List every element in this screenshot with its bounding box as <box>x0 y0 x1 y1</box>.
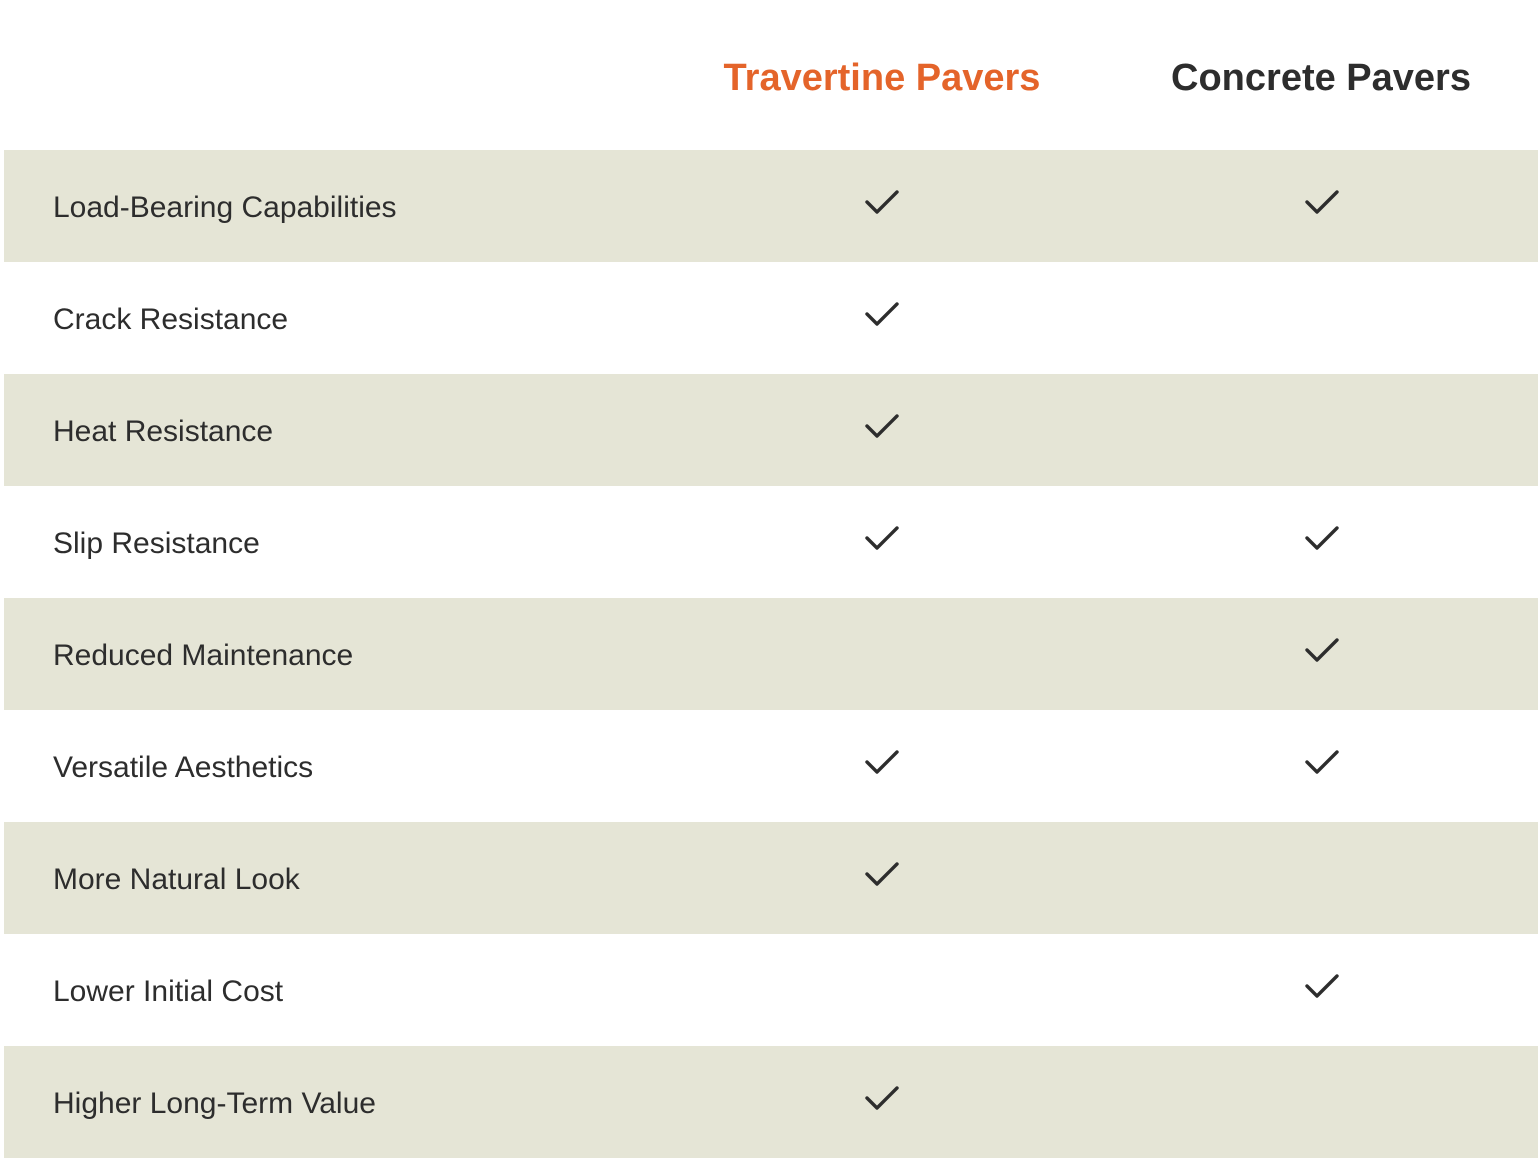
table-row <box>4 262 1538 374</box>
check-icon <box>1304 636 1340 664</box>
check-icon <box>864 860 900 888</box>
concrete-cell <box>1282 1046 1362 1158</box>
table-row <box>4 710 1538 822</box>
table-row <box>4 374 1538 486</box>
table-row <box>4 822 1538 934</box>
check-icon <box>1304 748 1340 776</box>
travertine-cell <box>842 710 922 822</box>
check-icon <box>864 412 900 440</box>
check-icon <box>1304 524 1340 552</box>
check-icon <box>864 1084 900 1112</box>
travertine-cell <box>842 934 922 1046</box>
table-header <box>0 0 1538 150</box>
concrete-cell <box>1282 374 1362 486</box>
travertine-cell <box>842 598 922 710</box>
concrete-cell <box>1282 598 1362 710</box>
feature-label: More Natural Look <box>53 863 300 896</box>
table-row <box>4 150 1538 262</box>
feature-label: Heat Resistance <box>53 415 274 448</box>
concrete-cell <box>1282 822 1362 934</box>
check-icon <box>1304 972 1340 1000</box>
concrete-cell <box>1282 934 1362 1046</box>
table-row <box>4 1046 1538 1158</box>
feature-label: Lower Initial Cost <box>53 975 284 1008</box>
concrete-cell <box>1282 150 1362 262</box>
table-row <box>4 598 1538 710</box>
concrete-cell <box>1282 486 1362 598</box>
table-row <box>4 934 1538 1046</box>
table-row <box>4 486 1538 598</box>
travertine-column-heading: Travertine Pavers <box>723 57 1041 99</box>
feature-label: Slip Resistance <box>53 527 260 560</box>
travertine-cell <box>842 150 922 262</box>
feature-label: Crack Resistance <box>53 303 289 336</box>
travertine-cell <box>842 486 922 598</box>
travertine-cell <box>842 1046 922 1158</box>
check-icon <box>1304 188 1340 216</box>
travertine-cell <box>842 822 922 934</box>
feature-label: Versatile Aesthetics <box>53 751 314 784</box>
check-icon <box>864 748 900 776</box>
feature-label: Higher Long-Term Value <box>53 1087 376 1120</box>
concrete-cell <box>1282 710 1362 822</box>
check-icon <box>864 188 900 216</box>
table-body <box>4 150 1538 1158</box>
concrete-cell <box>1282 262 1362 374</box>
feature-label: Load-Bearing Capabilities <box>53 191 397 224</box>
travertine-cell <box>842 374 922 486</box>
check-icon <box>864 300 900 328</box>
feature-label: Reduced Maintenance <box>53 639 354 672</box>
concrete-column-heading: Concrete Pavers <box>1171 57 1471 99</box>
travertine-cell <box>842 262 922 374</box>
check-icon <box>864 524 900 552</box>
